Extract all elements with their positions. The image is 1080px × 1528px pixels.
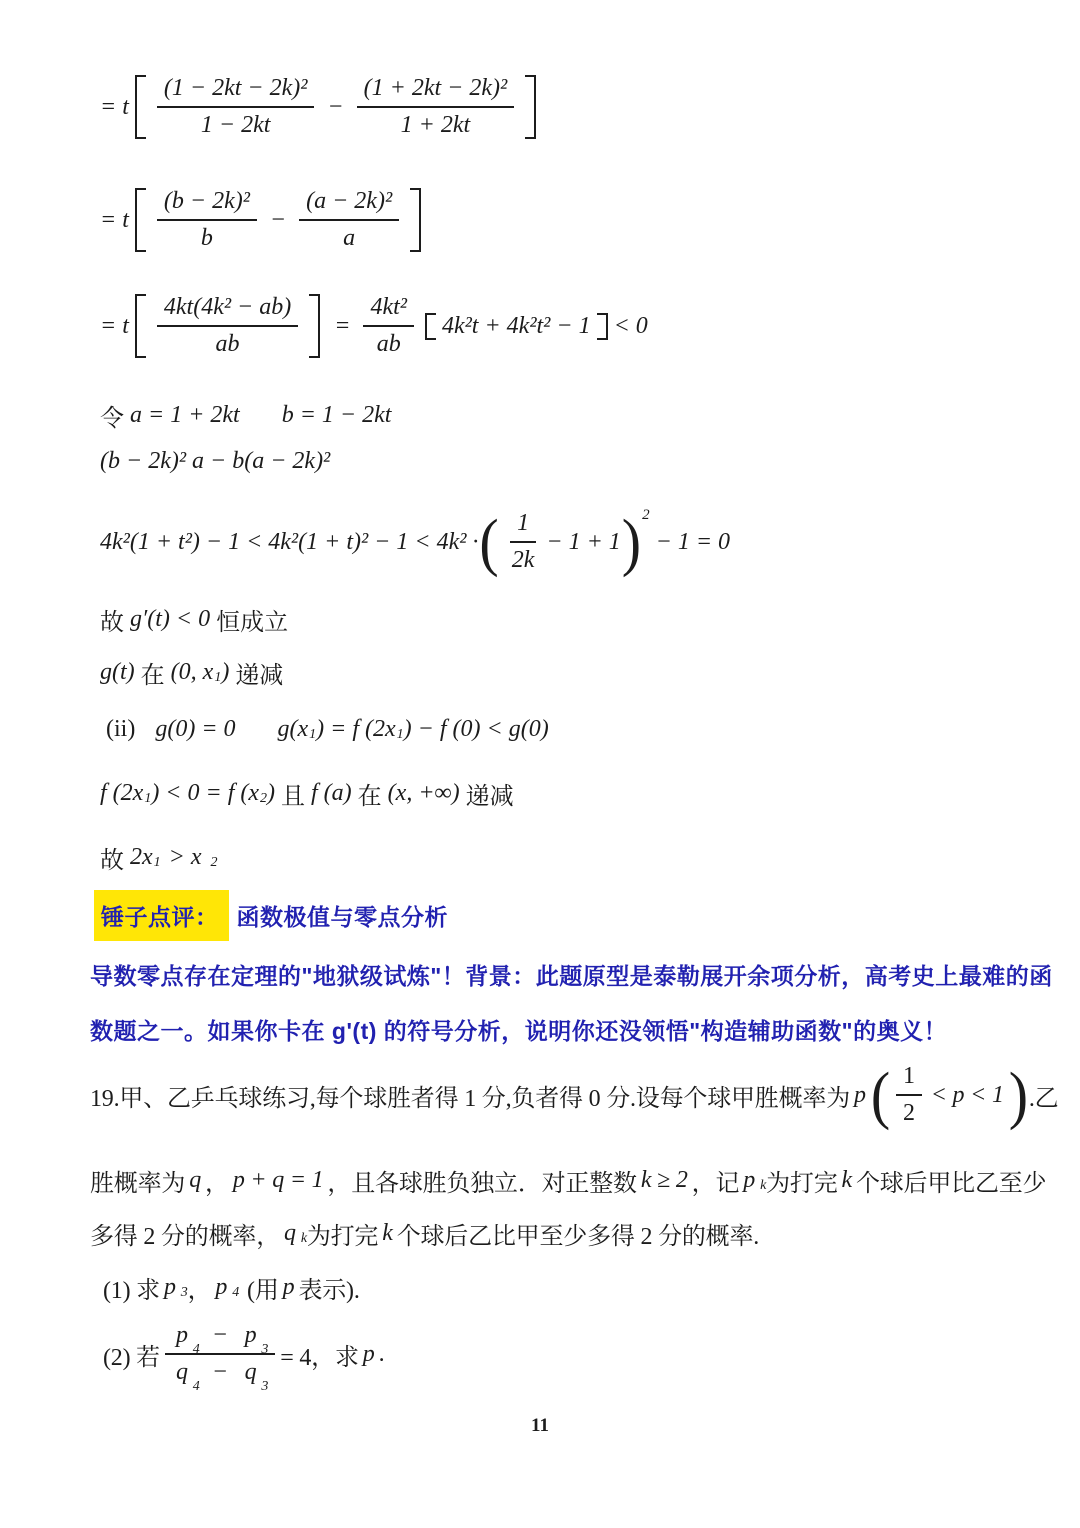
problem19-body-line: 多得 2 分的概率， q $_k$ 为打完 k 个球后乙比甲至少多得 2 分的概率. — [90, 1216, 759, 1251]
math-run: ) — [267, 780, 276, 806]
left-bracket — [425, 313, 436, 340]
formula-line-10: f (2x $_1$ ) < 0 = f (x $_2$ ) 且 f (a) 在 (x, +∞) 递减 — [100, 776, 520, 811]
math-run: 4k²(1 + t²) − 1 < 4k²(1 + t)² − 1 < 4k² · — [100, 528, 479, 555]
minus-operator: − — [327, 93, 344, 120]
math-run: = t — [100, 206, 129, 233]
math-run: ) — [221, 659, 230, 685]
math-run: p — [743, 1167, 756, 1193]
cjk-run: ，记 — [691, 1171, 740, 1197]
fraction-numerator: (b − 2k)² — [157, 188, 257, 221]
math-run: (b − 2k)² a − b(a − 2k)² — [100, 448, 331, 474]
page-number: 11 — [531, 1415, 549, 1436]
formula-line-6 — [100, 505, 731, 579]
fraction-denominator: 1 + 2kt — [400, 112, 471, 138]
math-run: q — [189, 1167, 202, 1193]
review-heading — [94, 890, 448, 941]
review-paragraph-line: 数题之一。如果你卡在 g'(t) 的符号分析，说明你还没领悟"构造辅助函数"的奥义！ — [90, 1018, 948, 1044]
fraction — [357, 75, 515, 139]
math-run: p — [854, 1081, 866, 1108]
fraction — [896, 1063, 922, 1127]
math-run: g′(t) < 0 — [130, 606, 211, 632]
math-run: q — [284, 1220, 296, 1246]
subscript: 4 — [192, 1341, 200, 1357]
math-run: k — [382, 1220, 393, 1246]
right-bracket — [597, 313, 608, 340]
fraction — [505, 510, 542, 574]
problem19-question-2 — [103, 1322, 385, 1394]
minus-operator: − — [213, 1359, 227, 1385]
math-run: f (2x — [100, 780, 144, 806]
math-run: (x, +∞) — [387, 780, 460, 806]
review-paragraph-line: 导数零点存在定理的"地狱级试炼"！背景：此题原型是泰勒展开余项分析，高考史上最难的函 — [90, 963, 1053, 989]
math-run: p — [362, 1340, 375, 1367]
math-run: ) − f (0) < g(0) — [403, 716, 549, 742]
math-run: q — [175, 1359, 188, 1385]
formula-line-1 — [100, 75, 542, 139]
fraction-numerator: 1 — [510, 510, 536, 543]
math-run: − 1 + 1 — [546, 528, 621, 555]
math-run: 4k²t + 4k²t² − 1 — [441, 312, 591, 339]
fraction-denominator: ab — [215, 331, 240, 357]
math-run: ) < 0 = f (x — [151, 780, 260, 806]
problem19-body-line: 胜概率为 q ， p + q = 1 ，且各球胜负独立．对正整数 k ≥ 2 ，记 p $_k$ 为打完 k 个球后甲比乙至少 — [90, 1163, 1046, 1198]
formula-line-11: 故 2x $_1$ > x $_2$ — [100, 840, 218, 875]
fraction-denominator: b — [200, 225, 213, 251]
left-big-paren: ( — [870, 1058, 890, 1132]
cjk-run: 且 — [281, 784, 306, 810]
cjk-run: .乙 — [1028, 1085, 1059, 1112]
left-bracket — [135, 294, 146, 358]
math-run: g(x — [277, 716, 309, 742]
left-big-paren: ( — [479, 505, 499, 579]
formula-line-4 — [100, 398, 391, 433]
fraction-numerator: 1 — [896, 1063, 922, 1096]
cjk-run: 递减 — [465, 784, 514, 810]
math-run: < p < 1 — [930, 1081, 1004, 1108]
right-big-paren: ) — [621, 505, 642, 579]
cjk-run: = 4，求 — [280, 1344, 359, 1371]
cjk-run: 多得 2 分的概率， — [90, 1224, 280, 1250]
fraction — [157, 75, 315, 139]
left-bracket — [135, 188, 146, 252]
fraction-denominator — [165, 1355, 275, 1394]
math-run: (0, x — [170, 659, 214, 685]
fraction-numerator: 4kt² — [363, 294, 414, 327]
cjk-run: 为打完 — [306, 1224, 379, 1250]
subscript: 3 — [261, 1341, 269, 1357]
right-bracket — [309, 294, 320, 358]
fraction-denominator: ab — [376, 331, 401, 357]
math-run: p — [244, 1322, 257, 1348]
math-run: < 0 — [613, 312, 648, 339]
math-run: p — [175, 1322, 188, 1348]
cjk-run: 为打完 — [766, 1171, 838, 1197]
cjk-run: 个球后甲比乙至少 — [855, 1171, 1047, 1197]
right-bracket — [410, 188, 421, 252]
fraction — [299, 188, 399, 252]
problem19-intro-line — [90, 1058, 1059, 1132]
math-run: b = 1 − 2kt — [281, 402, 392, 428]
math-run: k ≥ 2 — [640, 1167, 688, 1193]
cjk-run: 令 — [100, 406, 124, 432]
cjk-run: 个球后乙比甲至少多得 2 分的概率. — [396, 1224, 760, 1250]
minus-operator: − — [269, 206, 287, 233]
cjk-run: ， — [205, 1171, 229, 1197]
item-tag: (ii) — [106, 716, 136, 742]
review-badge-highlighted: 锤子点评： — [94, 890, 229, 941]
math-run: p — [282, 1274, 295, 1300]
math-run: a = 1 + 2kt — [130, 402, 240, 428]
fraction — [363, 294, 414, 358]
fraction-numerator: 4kt(4k² − ab) — [157, 294, 298, 327]
fraction-denominator: a — [343, 225, 356, 251]
cjk-run: ，且各球胜负独立．对正整数 — [327, 1171, 637, 1197]
math-run: p — [215, 1274, 228, 1300]
fraction-numerator — [165, 1322, 275, 1355]
cjk-run: 胜概率为 — [90, 1171, 186, 1197]
fraction-denominator: 2 — [902, 1100, 915, 1126]
subscript: 3 — [261, 1378, 269, 1394]
math-run: 2x — [130, 844, 153, 870]
fraction-denominator: 1 − 2kt — [200, 112, 271, 138]
cjk-run: 故 — [100, 848, 124, 874]
fraction-numerator: (1 + 2kt − 2k)² — [357, 75, 515, 108]
fraction-denominator: 2k — [511, 547, 535, 573]
fraction — [157, 294, 298, 358]
equals-operator: = — [334, 312, 351, 339]
formula-line-9: (ii) g(0) = 0 g(x $_1$ ) = f (2x $_1$ ) − f (0) < g(0) — [106, 716, 549, 742]
cjk-run: 恒成立 — [216, 610, 289, 636]
cjk-run: (1) 求 — [103, 1278, 160, 1304]
cjk-run: 递减 — [235, 663, 284, 689]
formula-line-8: g(t) 在 (0, x $_1$ ) 递减 — [100, 655, 289, 690]
fraction-numerator: (1 − 2kt − 2k)² — [157, 75, 315, 108]
formula-line-5 — [100, 448, 330, 475]
math-run: f (a) — [311, 780, 352, 806]
math-run: = t — [100, 312, 129, 339]
math-run: = t — [100, 93, 129, 120]
superscript: 2 — [642, 506, 650, 523]
right-big-paren: ) — [1008, 1058, 1028, 1132]
problem19-question-1: (1) 求 p $_3$ ， p $_4$ (用 p 表示). — [103, 1270, 360, 1305]
formula-line-2 — [100, 188, 427, 252]
cjk-run: (用 — [247, 1278, 279, 1304]
cjk-run: (2) 若 — [103, 1344, 160, 1371]
math-run: > x — [168, 844, 202, 870]
cjk-run: ， — [187, 1278, 212, 1304]
review-title: 函数极值与零点分析 — [236, 904, 448, 930]
cjk-run: 19.甲、乙乒乓球练习,每个球胜者得 1 分,负者得 0 分.设每个球甲胜概率为 — [90, 1085, 850, 1112]
math-run: ) = f (2x — [316, 716, 396, 742]
math-run: g(0) = 0 — [155, 716, 236, 742]
math-run: p + q = 1 — [232, 1167, 324, 1193]
cjk-run: 在 — [140, 663, 165, 689]
formula-line-3 — [100, 294, 648, 358]
cjk-run: 在 — [357, 784, 382, 810]
math-run: g(t) — [100, 659, 135, 685]
right-bracket — [525, 75, 536, 139]
math-run: p — [163, 1274, 176, 1300]
cjk-run: 故 — [100, 610, 124, 636]
fraction — [157, 188, 257, 252]
formula-line-7 — [100, 602, 294, 637]
minus-operator: − — [213, 1322, 227, 1348]
bracketed-group — [419, 310, 614, 343]
cjk-run: . — [378, 1340, 385, 1367]
math-run: k — [841, 1167, 852, 1193]
subscript: 4 — [192, 1378, 200, 1394]
fraction — [165, 1322, 275, 1394]
math-run: q — [244, 1359, 257, 1385]
left-bracket — [135, 75, 146, 139]
fraction-numerator: (a − 2k)² — [299, 188, 399, 221]
math-run: − 1 = 0 — [655, 528, 731, 555]
cjk-run: 表示). — [298, 1278, 360, 1304]
